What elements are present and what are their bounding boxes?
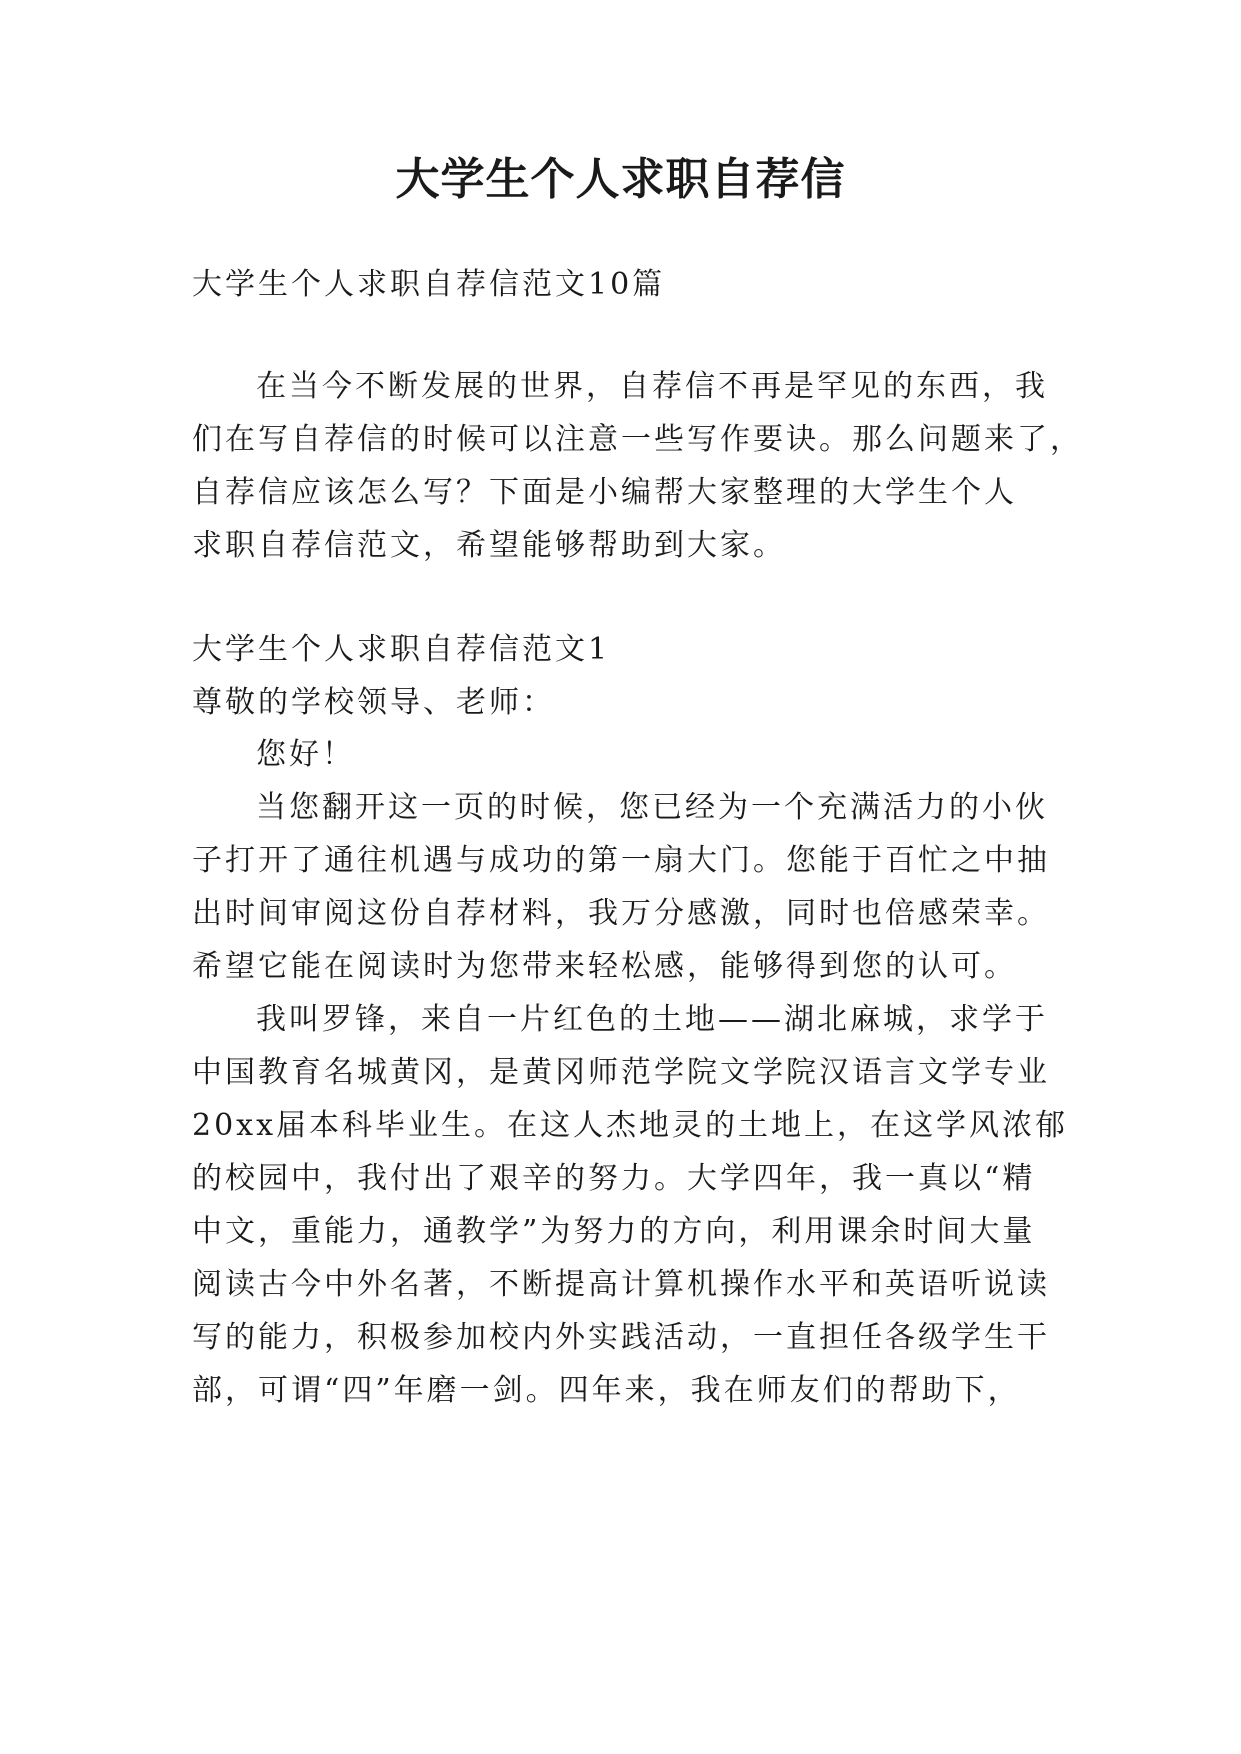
paragraph-line: 20xx届本科毕业生。在这人杰地灵的土地上，在这学风浓郁 <box>192 1108 1069 1143</box>
intro-line: 们在写自荐信的时候可以注意一些写作要诀。那么问题来了， <box>192 422 1083 457</box>
document-subtitle: 大学生个人求职自荐信范文10篇 <box>192 267 666 302</box>
paragraph-line: 我叫罗锋，来自一片红色的土地——湖北麻城，求学于 <box>256 1002 1048 1037</box>
paragraph-line: 当您翻开这一页的时候，您已经为一个充满活力的小伙 <box>256 790 1048 825</box>
intro-line: 自荐信应该怎么写？下面是小编帮大家整理的大学生个人 <box>192 475 1017 510</box>
intro-line: 求职自荐信范文，希望能够帮助到大家。 <box>192 528 786 563</box>
paragraph-line: 子打开了通往机遇与成功的第一扇大门。您能于百忙之中抽 <box>192 843 1050 878</box>
paragraph-line: 部，可谓“四”年磨一剑。四年来，我在师友们的帮助下， <box>192 1373 1021 1408</box>
paragraph-line: 写的能力，积极参加校内外实践活动，一直担任各级学生干 <box>192 1320 1050 1355</box>
greeting: 您好！ <box>256 737 355 772</box>
paragraph-line: 阅读古今中外名著，不断提高计算机操作水平和英语听说读 <box>192 1267 1050 1302</box>
section-heading: 大学生个人求职自荐信范文1 <box>192 632 611 667</box>
paragraph-line: 希望它能在阅读时为您带来轻松感，能够得到您的认可。 <box>192 949 1017 984</box>
paragraph-line: 出时间审阅这份自荐材料，我万分感激，同时也倍感荣幸。 <box>192 896 1050 931</box>
paragraph-line: 的校园中，我付出了艰辛的努力。大学四年，我一真以“精 <box>192 1161 1036 1196</box>
paragraph-line: 中文，重能力，通教学”为努力的方向，利用课余时间大量 <box>192 1214 1036 1249</box>
intro-line: 在当今不断发展的世界，自荐信不再是罕见的东西，我 <box>256 369 1048 404</box>
salutation: 尊敬的学校领导、老师： <box>192 685 555 720</box>
page-title: 大学生个人求职自荐信 <box>395 154 846 205</box>
paragraph-line: 中国教育名城黄冈，是黄冈师范学院文学院汉语言文学专业 <box>192 1055 1050 1090</box>
